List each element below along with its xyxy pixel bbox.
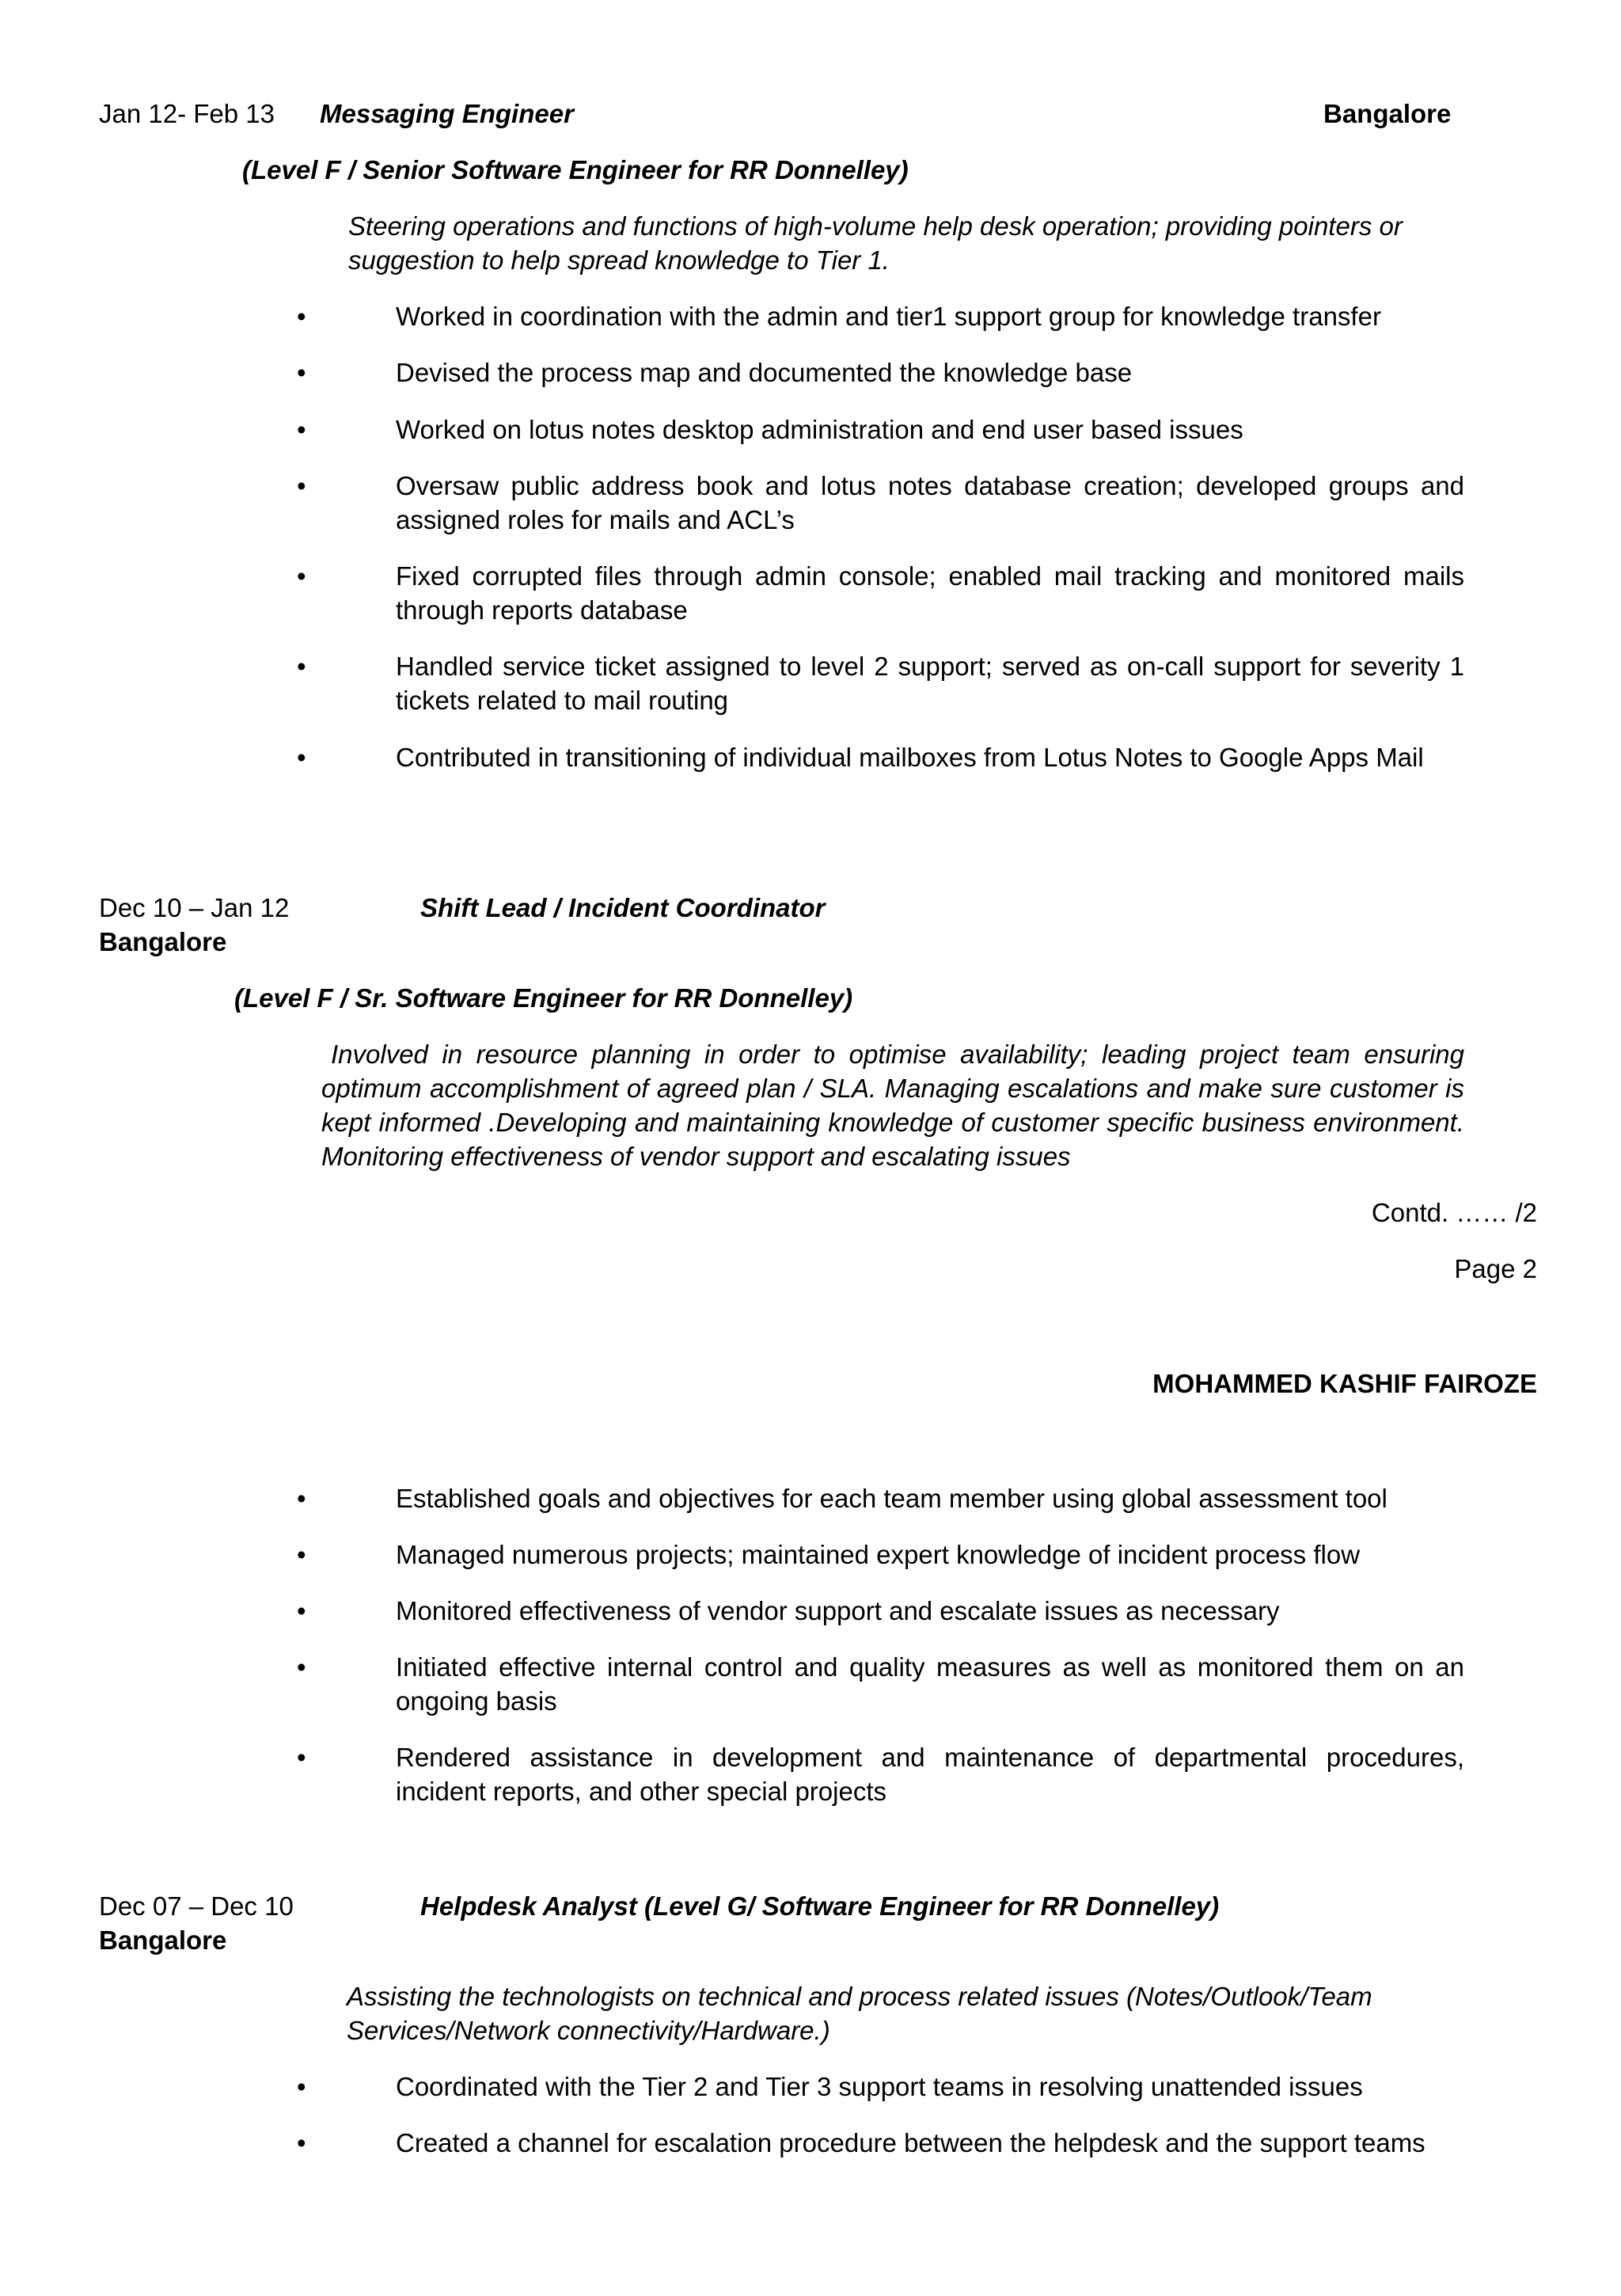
list-item xyxy=(198,2126,1464,2160)
bullet-icon: • xyxy=(297,358,306,387)
list-item xyxy=(198,299,1464,333)
bullet-text: Initiated effective internal control and quality measures as well as monitored them on an ongoing basis xyxy=(396,1652,1464,1716)
bullet-icon: • xyxy=(297,302,306,331)
list-item xyxy=(198,1650,1464,1718)
list-item xyxy=(198,1538,1464,1572)
bullet-text: Created a channel for escalation procedure between the helpdesk and the support teams xyxy=(396,2128,1425,2157)
bullet-icon: • xyxy=(297,652,306,681)
list-item xyxy=(198,559,1464,627)
header-name: MOHAMMED KASHIF FAIROZE xyxy=(1152,1369,1537,1398)
bullet-icon: • xyxy=(297,1540,306,1569)
list-item xyxy=(198,1481,1464,1515)
job2-level: (Level F / Sr. Software Engineer for RR Donnelley) xyxy=(234,983,853,1013)
bullet-text: Established goals and objectives for each team member using global assessment tool xyxy=(396,1484,1388,1513)
list-item xyxy=(198,2070,1464,2104)
bullet-icon: • xyxy=(297,1596,306,1625)
bullet-text: Managed numerous projects; maintained expert knowledge of incident process flow xyxy=(396,1540,1361,1569)
bullet-text: Handled service ticket assigned to level 2 support; served as on-call support for severity 1 tickets related to mail routing xyxy=(396,652,1464,715)
job2-title: Shift Lead / Incident Coordinator xyxy=(420,893,826,922)
job1-dates: Jan 12- Feb 13 xyxy=(99,99,275,128)
bullet-text: Monitored effectiveness of vendor support and escalate issues as necessary xyxy=(396,1596,1280,1625)
job2-summary: Involved in resource planning in order to optimise availability; leading project team ensuring optimum accomplishment of agreed plan / SLA. Managing escalations and make sure customer is kept informed .Developing and maintaining knowledge of customer specific business environment. Monitoring effectiveness of vendor support and escalating issues xyxy=(321,1040,1464,1171)
job2-dates: Dec 10 – Jan 12 xyxy=(99,893,290,922)
list-item xyxy=(198,1740,1464,1808)
job3-location: Bangalore xyxy=(99,1925,227,1955)
contd-note: Contd. …… /2 xyxy=(1371,1198,1537,1227)
bullet-icon: • xyxy=(297,743,306,772)
job1-location: Bangalore xyxy=(1323,99,1452,128)
bullet-icon: • xyxy=(297,2128,306,2157)
bullet-text: Fixed corrupted files through admin console; enabled mail tracking and monitored mails through reports database xyxy=(396,561,1464,625)
bullet-icon: • xyxy=(297,471,306,500)
list-item xyxy=(198,412,1464,447)
bullet-icon: • xyxy=(297,561,306,591)
bullet-text: Worked in coordination with the admin and tier1 support group for knowledge transfer xyxy=(396,302,1381,331)
job3-summary: Assisting the technologists on technical and process related issues (Notes/Outlook/Team Services/Network connectivity/Hardware.) xyxy=(347,1982,1372,2045)
job2-location: Bangalore xyxy=(99,927,227,956)
bullet-text: Oversaw public address book and lotus notes database creation; developed groups and assigned roles for mails and ACL’s xyxy=(396,471,1464,534)
job3-dates: Dec 07 – Dec 10 xyxy=(99,1891,294,1921)
list-item xyxy=(198,355,1464,390)
job1-summary: Steering operations and functions of high-volume help desk operation; providing pointers or suggestion to help spread knowledge to Tier 1. xyxy=(348,211,1403,275)
bullet-text: Rendered assistance in development and maintenance of departmental procedures, incident reports, and other special projects xyxy=(396,1743,1464,1806)
bullet-icon: • xyxy=(297,1652,306,1682)
bullet-text: Contributed in transitioning of individual mailboxes from Lotus Notes to Google Apps Mail xyxy=(396,743,1424,772)
list-item xyxy=(198,740,1464,774)
bullet-text: Worked on lotus notes desktop administration and end user based issues xyxy=(396,415,1243,444)
bullet-text: Coordinated with the Tier 2 and Tier 3 support teams in resolving unattended issues xyxy=(396,2072,1363,2101)
bullet-icon: • xyxy=(297,2072,306,2101)
list-item xyxy=(198,649,1464,717)
bullet-icon: • xyxy=(297,1484,306,1513)
list-item xyxy=(198,469,1464,537)
job1-level: (Level F / Senior Software Engineer for RR Donnelley) xyxy=(242,155,909,184)
bullet-icon: • xyxy=(297,415,306,444)
bullet-text: Devised the process map and documented the knowledge base xyxy=(396,358,1133,387)
page-number: Page 2 xyxy=(1454,1254,1537,1283)
list-item xyxy=(198,1594,1464,1628)
job1-title: Messaging Engineer xyxy=(320,99,574,128)
job3-title: Helpdesk Analyst (Level G/ Software Engineer for RR Donnelley) xyxy=(420,1891,1220,1921)
bullet-icon: • xyxy=(297,1743,306,1772)
